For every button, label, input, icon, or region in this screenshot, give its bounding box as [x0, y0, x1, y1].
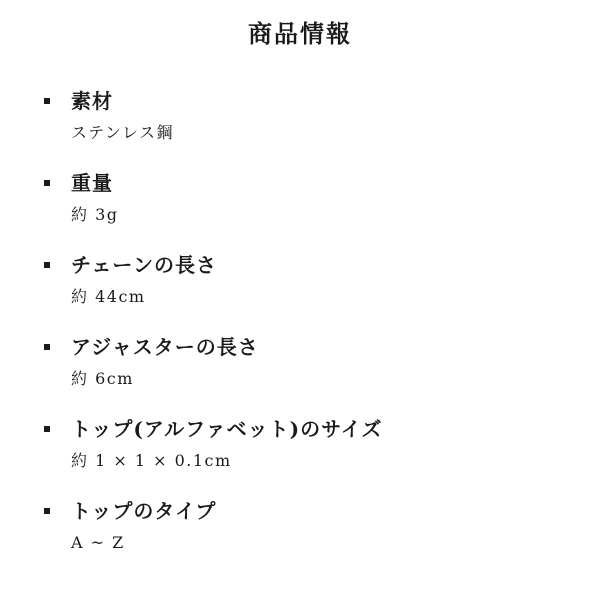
- spec-value: A ~ Z: [71, 533, 125, 552]
- page-title: 商品情報: [248, 19, 352, 48]
- spec-list: [44, 88, 564, 580]
- spec-value: 約 6cm: [71, 369, 134, 388]
- spec-label: チェーンの長さ: [71, 253, 217, 277]
- spec-label: トップ(アルファベット)のサイズ: [71, 417, 383, 441]
- spec-item-adjuster-length: [44, 334, 564, 416]
- spec-item-weight: [44, 170, 564, 252]
- bullet-icon: [44, 262, 50, 268]
- spec-label: 素材: [71, 89, 113, 113]
- spec-label: トップのタイプ: [71, 499, 217, 523]
- bullet-icon: [44, 180, 50, 186]
- spec-item-material: [44, 88, 564, 170]
- spec-value: ステンレス鋼: [71, 123, 175, 142]
- spec-value: 約 44cm: [71, 287, 146, 306]
- bullet-icon: [44, 426, 50, 432]
- spec-item-pendant-size: [44, 416, 564, 498]
- spec-value: 約 1 × 1 × 0.1cm: [71, 451, 232, 470]
- spec-label: 重量: [71, 171, 113, 195]
- spec-item-pendant-type: [44, 498, 564, 580]
- spec-label: アジャスターの長さ: [71, 335, 259, 359]
- bullet-icon: [44, 344, 50, 350]
- spec-value: 約 3g: [71, 205, 119, 224]
- bullet-icon: [44, 98, 50, 104]
- bullet-icon: [44, 508, 50, 514]
- spec-item-chain-length: [44, 252, 564, 334]
